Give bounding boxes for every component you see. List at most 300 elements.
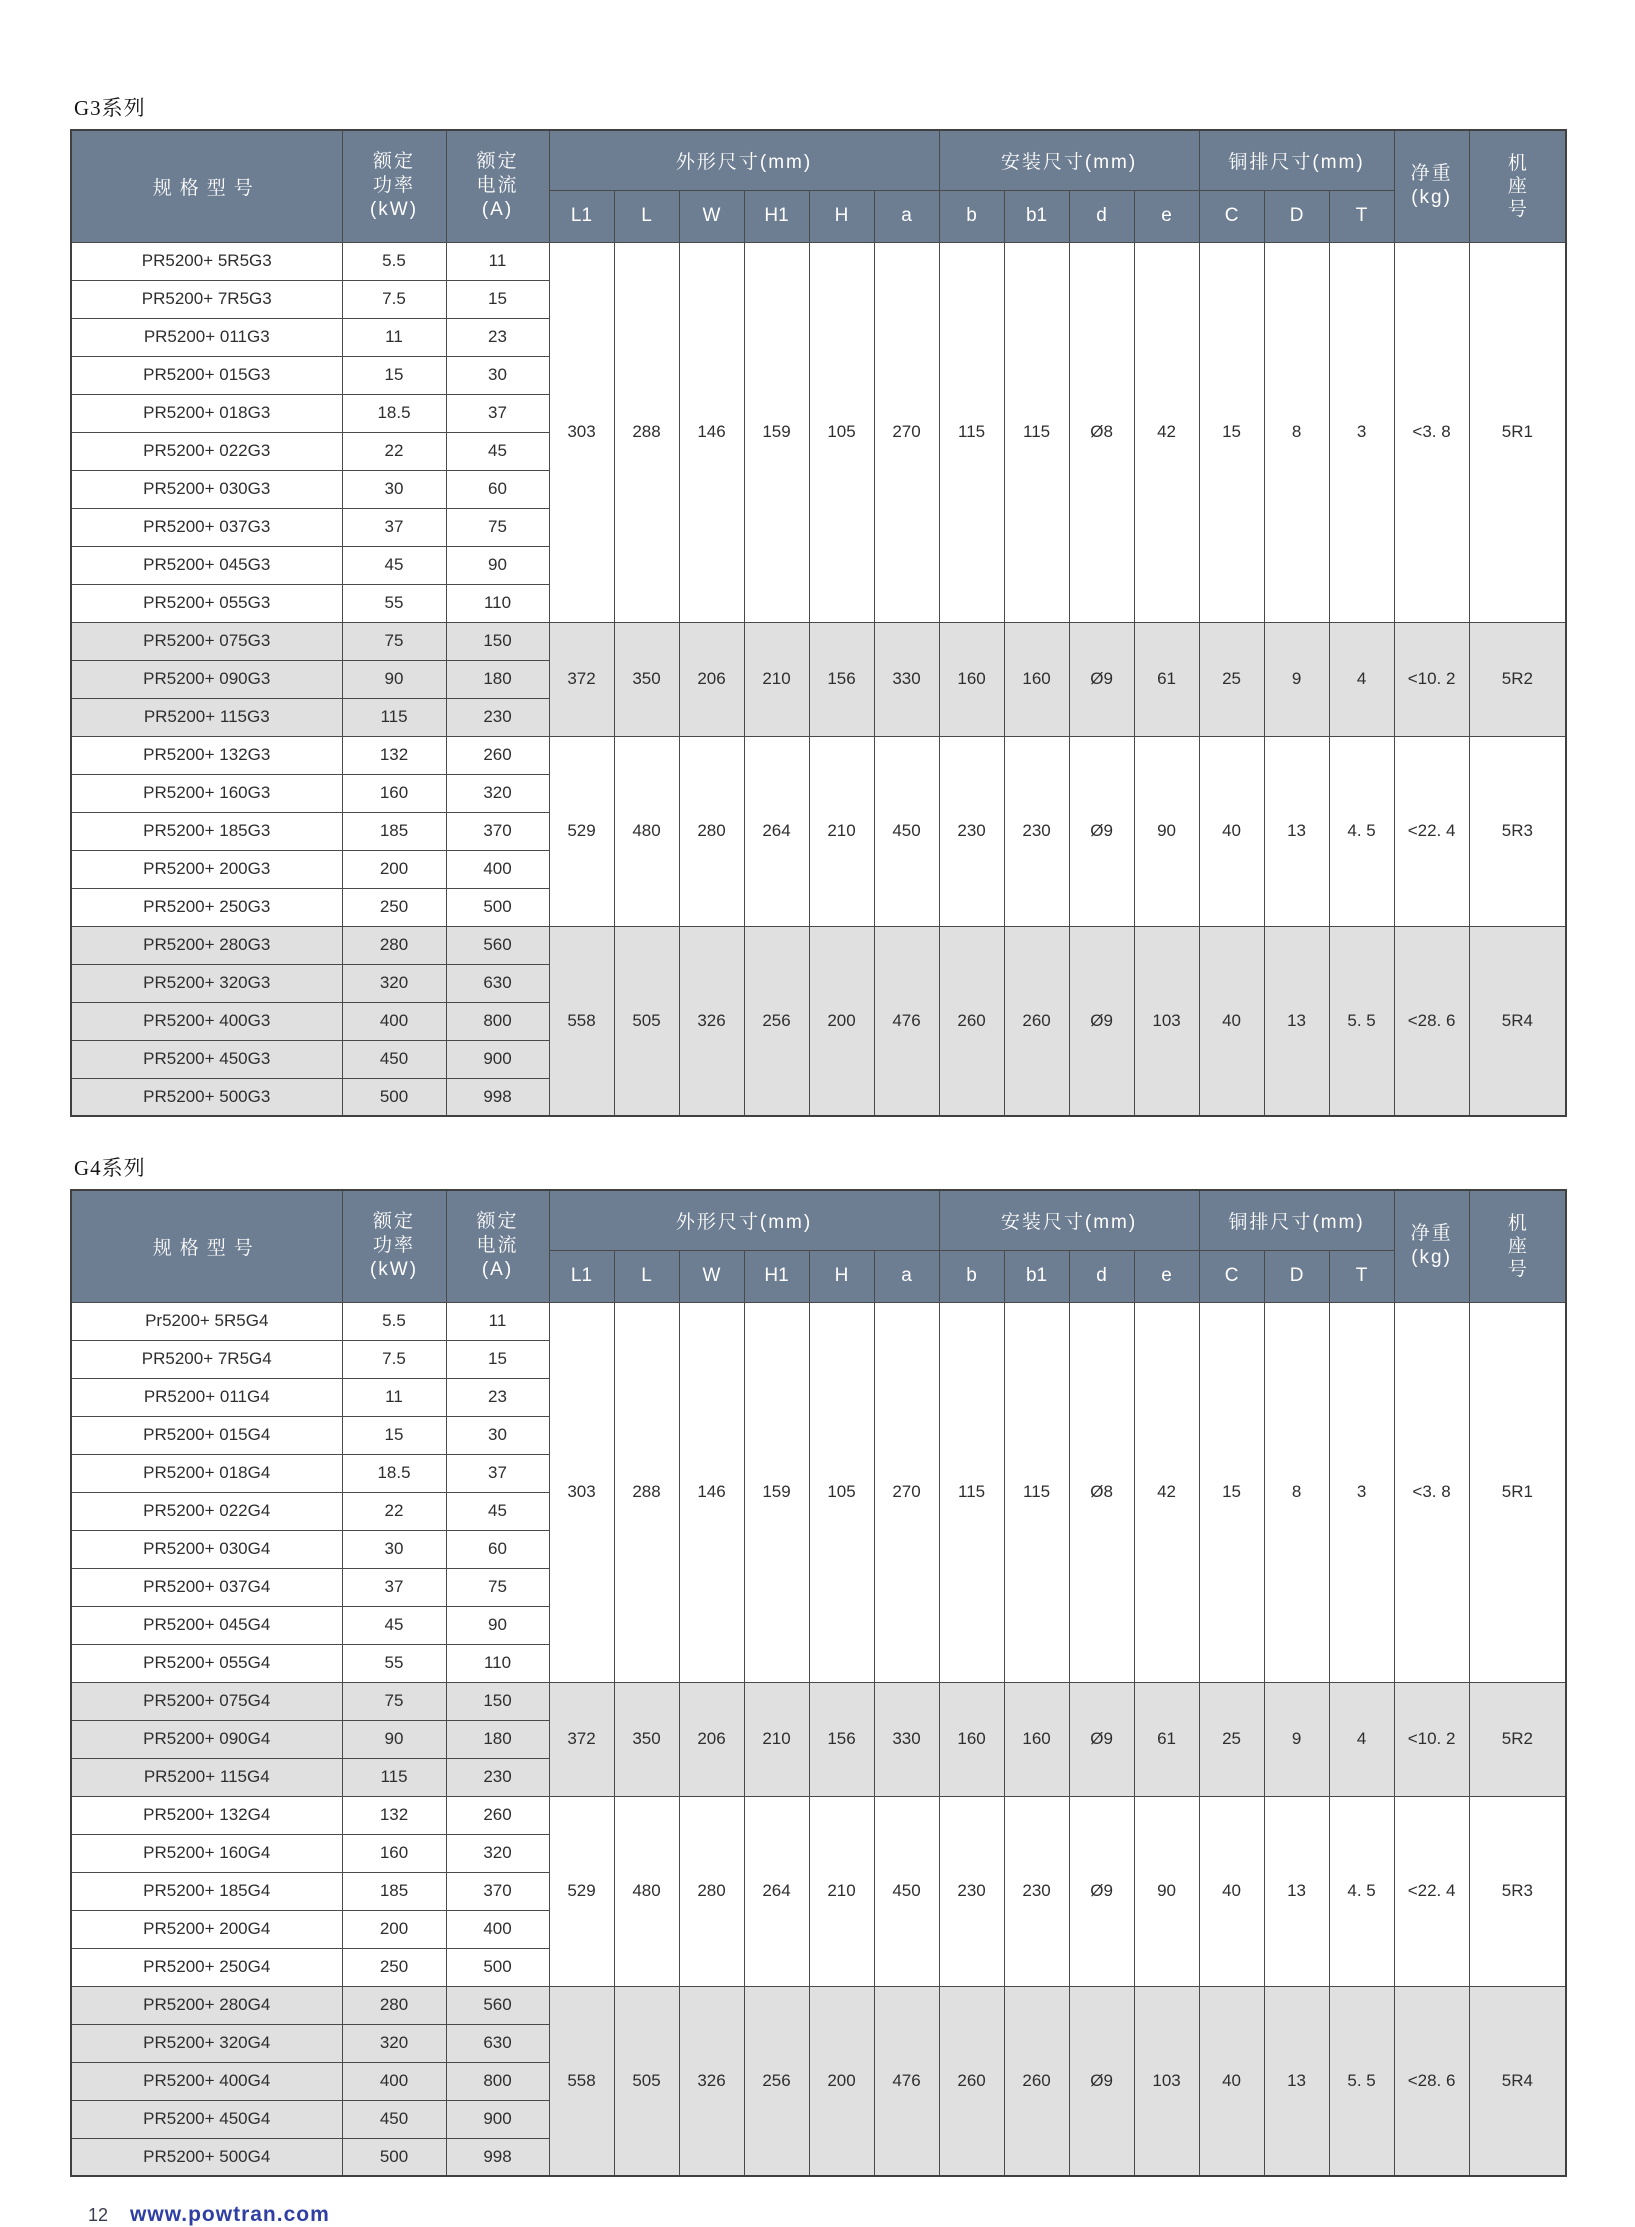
- sub-col-header-D: D: [1264, 1250, 1329, 1302]
- spec-value-cell: 260: [939, 1986, 1004, 2176]
- spec-value-cell: 103: [1134, 1986, 1199, 2176]
- frame-header-line: 机: [1507, 152, 1527, 174]
- section-g3: [70, 96, 1567, 1117]
- model-cell: PR5200+ 011G3: [71, 318, 342, 356]
- spec-value-cell: 9: [1264, 1682, 1329, 1796]
- spec-value-cell: 5R3: [1469, 1796, 1566, 1986]
- net-weight-header-line: (kg): [1411, 1247, 1452, 1269]
- model-cell: PR5200+ 055G4: [71, 1644, 342, 1682]
- model-cell: PR5200+ 030G4: [71, 1530, 342, 1568]
- spec-value-cell: 160: [1004, 622, 1069, 736]
- sub-col-header-b: b: [939, 1250, 1004, 1302]
- frame-header-line: 号: [1507, 1258, 1527, 1280]
- spec-value-cell: 5R4: [1469, 926, 1566, 1116]
- spec-value-cell: 505: [614, 1986, 679, 2176]
- model-cell: PR5200+ 037G4: [71, 1568, 342, 1606]
- spec-value-cell: 5R1: [1469, 1302, 1566, 1682]
- rated-power-header-line: 功率: [372, 175, 415, 197]
- spec-value-cell: <28. 6: [1394, 1986, 1469, 2176]
- spec-value-cell: 61: [1134, 1682, 1199, 1796]
- spec-value-cell: 15: [1199, 1302, 1264, 1682]
- rated-current-cell: 11: [446, 1302, 549, 1340]
- model-cell: PR5200+ 500G4: [71, 2138, 342, 2176]
- sub-col-header-H: H: [809, 190, 874, 242]
- rated-current-header: [446, 1190, 549, 1302]
- model-cell: PR5200+ 030G3: [71, 470, 342, 508]
- rated-power-cell: 11: [342, 1378, 446, 1416]
- rated-power-cell: 90: [342, 1720, 446, 1758]
- table-body: [71, 1302, 1566, 2176]
- sub-col-header-C: C: [1199, 190, 1264, 242]
- rated-power-header-line: 额定: [372, 151, 415, 173]
- rated-power-cell: 132: [342, 1796, 446, 1834]
- model-cell: PR5200+ 250G4: [71, 1948, 342, 1986]
- model-cell: PR5200+ 075G3: [71, 622, 342, 660]
- spec-value-cell: <22. 4: [1394, 1796, 1469, 1986]
- g3-spec-table: [70, 129, 1567, 1117]
- model-cell: PR5200+ 250G3: [71, 888, 342, 926]
- rated-current-cell: 23: [446, 318, 549, 356]
- rated-current-cell: 800: [446, 2062, 549, 2100]
- model-cell: PR5200+ 018G3: [71, 394, 342, 432]
- rated-current-cell: 370: [446, 812, 549, 850]
- rated-power-cell: 200: [342, 1910, 446, 1948]
- spec-value-cell: <3. 8: [1394, 1302, 1469, 1682]
- spec-value-cell: 9: [1264, 622, 1329, 736]
- rated-current-cell: 90: [446, 1606, 549, 1644]
- spec-value-cell: 260: [1004, 1986, 1069, 2176]
- spec-value-cell: 256: [744, 1986, 809, 2176]
- rated-power-cell: 15: [342, 1416, 446, 1454]
- model-cell: PR5200+ 185G4: [71, 1872, 342, 1910]
- spec-value-cell: Ø9: [1069, 1986, 1134, 2176]
- rated-power-cell: 280: [342, 926, 446, 964]
- spec-value-cell: 450: [874, 1796, 939, 1986]
- rated-power-cell: 320: [342, 2024, 446, 2062]
- model-cell: PR5200+ 090G4: [71, 1720, 342, 1758]
- rated-current-cell: 230: [446, 698, 549, 736]
- model-cell: PR5200+ 015G3: [71, 356, 342, 394]
- rated-power-cell: 7.5: [342, 280, 446, 318]
- spec-value-cell: 5R2: [1469, 622, 1566, 736]
- rated-power-cell: 5.5: [342, 1302, 446, 1340]
- busbar-group-header: 铜排尺寸(mm): [1199, 1190, 1394, 1250]
- spec-value-cell: 558: [549, 926, 614, 1116]
- rated-current-cell: 45: [446, 432, 549, 470]
- model-cell: PR5200+ 115G3: [71, 698, 342, 736]
- rated-power-cell: 280: [342, 1986, 446, 2024]
- spec-value-cell: Ø9: [1069, 1682, 1134, 1796]
- model-cell: PR5200+ 018G4: [71, 1454, 342, 1492]
- table-row: [71, 1682, 1566, 1720]
- spec-value-cell: 3: [1329, 242, 1394, 622]
- rated-current-cell: 500: [446, 888, 549, 926]
- spec-value-cell: 105: [809, 242, 874, 622]
- rated-current-cell: 560: [446, 926, 549, 964]
- mounting-group-header: 安装尺寸(mm): [939, 130, 1199, 190]
- model-cell: PR5200+ 075G4: [71, 1682, 342, 1720]
- spec-value-cell: <3. 8: [1394, 242, 1469, 622]
- section-g4: [70, 1156, 1567, 2177]
- spec-value-cell: 256: [744, 926, 809, 1116]
- spec-value-cell: 4. 5: [1329, 736, 1394, 926]
- page-number: 12: [88, 2205, 109, 2225]
- spec-value-cell: <10. 2: [1394, 1682, 1469, 1796]
- spec-value-cell: 326: [679, 1986, 744, 2176]
- spec-value-cell: 13: [1264, 926, 1329, 1116]
- frame-header-line: 机: [1507, 1212, 1527, 1234]
- spec-value-cell: 264: [744, 736, 809, 926]
- spec-value-cell: 230: [939, 736, 1004, 926]
- section-label-g4: G4系列: [74, 1156, 146, 1180]
- sub-col-header-H1: H1: [744, 1250, 809, 1302]
- spec-value-cell: 230: [939, 1796, 1004, 1986]
- rated-power-cell: 75: [342, 622, 446, 660]
- table-row: [71, 622, 1566, 660]
- spec-value-cell: 558: [549, 1986, 614, 2176]
- model-cell: PR5200+ 200G3: [71, 850, 342, 888]
- spec-value-cell: 13: [1264, 736, 1329, 926]
- model-cell: PR5200+ 200G4: [71, 1910, 342, 1948]
- spec-value-cell: 230: [1004, 1796, 1069, 1986]
- model-cell: PR5200+ 011G4: [71, 1378, 342, 1416]
- spec-value-cell: 5R1: [1469, 242, 1566, 622]
- spec-value-cell: 160: [939, 1682, 1004, 1796]
- model-cell: PR5200+ 055G3: [71, 584, 342, 622]
- sub-col-header-b: b: [939, 190, 1004, 242]
- spec-value-cell: Ø8: [1069, 1302, 1134, 1682]
- rated-current-cell: 180: [446, 660, 549, 698]
- spec-value-cell: 200: [809, 926, 874, 1116]
- rated-current-cell: 30: [446, 356, 549, 394]
- rated-current-cell: 630: [446, 964, 549, 1002]
- busbar-group-header: 铜排尺寸(mm): [1199, 130, 1394, 190]
- rated-power-header-line: 额定: [372, 1211, 415, 1233]
- sub-col-header-W: W: [679, 190, 744, 242]
- model-cell: PR5200+ 132G4: [71, 1796, 342, 1834]
- sub-col-header-b1: b1: [1004, 1250, 1069, 1302]
- spec-value-cell: 210: [744, 622, 809, 736]
- model-cell: PR5200+ 400G4: [71, 2062, 342, 2100]
- rated-power-cell: 400: [342, 2062, 446, 2100]
- spec-value-cell: 5. 5: [1329, 926, 1394, 1116]
- rated-current-cell: 320: [446, 774, 549, 812]
- page-footer: [88, 2203, 330, 2227]
- spec-value-cell: 146: [679, 242, 744, 622]
- model-cell: PR5200+ 7R5G3: [71, 280, 342, 318]
- rated-current-cell: 45: [446, 1492, 549, 1530]
- spec-value-cell: 350: [614, 622, 679, 736]
- table-row: [71, 736, 1566, 774]
- sub-col-header-e: e: [1134, 1250, 1199, 1302]
- spec-value-cell: 146: [679, 1302, 744, 1682]
- rated-power-cell: 185: [342, 1872, 446, 1910]
- spec-value-cell: 4. 5: [1329, 1796, 1394, 1986]
- rated-power-cell: 55: [342, 584, 446, 622]
- spec-value-cell: 260: [1004, 926, 1069, 1116]
- spec-value-cell: 200: [809, 1986, 874, 2176]
- sub-col-header-T: T: [1329, 1250, 1394, 1302]
- rated-current-cell: 110: [446, 1644, 549, 1682]
- spec-value-cell: 476: [874, 1986, 939, 2176]
- spec-value-cell: Ø9: [1069, 926, 1134, 1116]
- spec-value-cell: 480: [614, 736, 679, 926]
- net-weight-header-line: (kg): [1411, 187, 1452, 209]
- spec-value-cell: 280: [679, 1796, 744, 1986]
- spec-value-cell: 303: [549, 1302, 614, 1682]
- spec-value-cell: 476: [874, 926, 939, 1116]
- spec-value-cell: 3: [1329, 1302, 1394, 1682]
- rated-current-cell: 400: [446, 850, 549, 888]
- rated-current-cell: 75: [446, 1568, 549, 1606]
- rated-power-header-line: 功率: [372, 1235, 415, 1257]
- spec-value-cell: 372: [549, 622, 614, 736]
- rated-current-cell: 180: [446, 1720, 549, 1758]
- sub-col-header-a: a: [874, 1250, 939, 1302]
- spec-value-cell: 210: [809, 736, 874, 926]
- rated-power-cell: 500: [342, 2138, 446, 2176]
- spec-value-cell: 15: [1199, 242, 1264, 622]
- rated-power-cell: 250: [342, 1948, 446, 1986]
- sub-col-header-d: d: [1069, 190, 1134, 242]
- spec-value-cell: 156: [809, 1682, 874, 1796]
- spec-value-cell: 42: [1134, 242, 1199, 622]
- table-header: [71, 130, 1566, 242]
- table-header: [71, 1190, 1566, 1302]
- model-cell: PR5200+ 280G3: [71, 926, 342, 964]
- frame-header-line: 座: [1507, 1235, 1527, 1257]
- spec-value-cell: 288: [614, 242, 679, 622]
- rated-power-cell: 200: [342, 850, 446, 888]
- rated-current-cell: 260: [446, 736, 549, 774]
- dimensions-group-header: 外形尺寸(mm): [549, 1190, 939, 1250]
- spec-value-cell: 156: [809, 622, 874, 736]
- rated-current-cell: 60: [446, 470, 549, 508]
- spec-value-cell: Ø9: [1069, 736, 1134, 926]
- table-row: [71, 242, 1566, 280]
- spec-value-cell: 115: [939, 242, 1004, 622]
- spec-value-cell: 159: [744, 1302, 809, 1682]
- rated-power-cell: 115: [342, 1758, 446, 1796]
- rated-current-cell: 60: [446, 1530, 549, 1568]
- spec-value-cell: <10. 2: [1394, 622, 1469, 736]
- sub-col-header-L: L: [614, 1250, 679, 1302]
- spec-value-cell: 206: [679, 622, 744, 736]
- spec-value-cell: 330: [874, 1682, 939, 1796]
- rated-current-cell: 900: [446, 2100, 549, 2138]
- sub-col-header-D: D: [1264, 190, 1329, 242]
- rated-power-cell: 11: [342, 318, 446, 356]
- rated-power-cell: 90: [342, 660, 446, 698]
- rated-current-cell: 150: [446, 1682, 549, 1720]
- spec-value-cell: 5R3: [1469, 736, 1566, 926]
- rated-power-cell: 22: [342, 1492, 446, 1530]
- spec-value-cell: 40: [1199, 1796, 1264, 1986]
- model-cell: PR5200+ 7R5G4: [71, 1340, 342, 1378]
- spec-value-cell: 529: [549, 736, 614, 926]
- rated-power-cell: 5.5: [342, 242, 446, 280]
- rated-power-cell: 250: [342, 888, 446, 926]
- spec-value-cell: 260: [939, 926, 1004, 1116]
- sub-col-header-W: W: [679, 1250, 744, 1302]
- spec-value-cell: 159: [744, 242, 809, 622]
- frame-header-line: 座: [1507, 175, 1527, 197]
- rated-current-cell: 630: [446, 2024, 549, 2062]
- spec-value-cell: 303: [549, 242, 614, 622]
- spec-value-cell: <28. 6: [1394, 926, 1469, 1116]
- rated-current-header-line: 额定: [476, 1211, 519, 1233]
- rated-power-cell: 45: [342, 1606, 446, 1644]
- model-header: 规格型号: [71, 1190, 342, 1302]
- spec-value-cell: 529: [549, 1796, 614, 1986]
- rated-current-cell: 230: [446, 1758, 549, 1796]
- frame-header: [1469, 130, 1566, 242]
- spec-value-cell: 264: [744, 1796, 809, 1986]
- rated-current-cell: 320: [446, 1834, 549, 1872]
- rated-current-cell: 998: [446, 2138, 549, 2176]
- rated-current-cell: 400: [446, 1910, 549, 1948]
- sub-col-header-a: a: [874, 190, 939, 242]
- spec-value-cell: 160: [1004, 1682, 1069, 1796]
- rated-power-cell: 160: [342, 1834, 446, 1872]
- rated-power-cell: 15: [342, 356, 446, 394]
- spec-value-cell: 210: [744, 1682, 809, 1796]
- model-cell: PR5200+ 090G3: [71, 660, 342, 698]
- spec-value-cell: 42: [1134, 1302, 1199, 1682]
- model-cell: PR5200+ 280G4: [71, 1986, 342, 2024]
- mounting-group-header: 安装尺寸(mm): [939, 1190, 1199, 1250]
- rated-power-cell: 500: [342, 1078, 446, 1116]
- rated-power-cell: 55: [342, 1644, 446, 1682]
- rated-power-cell: 320: [342, 964, 446, 1002]
- spec-value-cell: Ø9: [1069, 622, 1134, 736]
- spec-value-cell: 505: [614, 926, 679, 1116]
- rated-current-header-line: (A): [481, 1259, 514, 1281]
- spec-value-cell: 90: [1134, 736, 1199, 926]
- rated-power-cell: 30: [342, 470, 446, 508]
- sub-col-header-L: L: [614, 190, 679, 242]
- rated-power-cell: 18.5: [342, 1454, 446, 1492]
- model-cell: PR5200+ 450G3: [71, 1040, 342, 1078]
- rated-current-cell: 15: [446, 280, 549, 318]
- section-label-g3: G3系列: [74, 96, 146, 120]
- spec-value-cell: 105: [809, 1302, 874, 1682]
- spec-value-cell: 480: [614, 1796, 679, 1986]
- table-row: [71, 1302, 1566, 1340]
- model-cell: PR5200+ 022G3: [71, 432, 342, 470]
- rated-current-header-line: 电流: [476, 175, 519, 197]
- spec-value-cell: 40: [1199, 736, 1264, 926]
- spec-value-cell: 8: [1264, 242, 1329, 622]
- rated-current-header-line: (A): [481, 199, 514, 221]
- spec-value-cell: <22. 4: [1394, 736, 1469, 926]
- rated-power-cell: 115: [342, 698, 446, 736]
- rated-current-cell: 900: [446, 1040, 549, 1078]
- spec-value-cell: 230: [1004, 736, 1069, 926]
- rated-current-cell: 110: [446, 584, 549, 622]
- rated-current-cell: 370: [446, 1872, 549, 1910]
- rated-power-cell: 450: [342, 1040, 446, 1078]
- model-cell: PR5200+ 160G3: [71, 774, 342, 812]
- spec-value-cell: 372: [549, 1682, 614, 1796]
- spec-value-cell: 103: [1134, 926, 1199, 1116]
- footer-url: www.powtran.com: [130, 2203, 330, 2226]
- model-cell: PR5200+ 132G3: [71, 736, 342, 774]
- spec-value-cell: 13: [1264, 1986, 1329, 2176]
- rated-power-cell: 30: [342, 1530, 446, 1568]
- table-row: [71, 926, 1566, 964]
- spec-value-cell: 4: [1329, 1682, 1394, 1796]
- sub-col-header-L1: L1: [549, 190, 614, 242]
- spec-value-cell: 40: [1199, 926, 1264, 1116]
- sub-col-header-d: d: [1069, 1250, 1134, 1302]
- net-weight-header: [1394, 1190, 1469, 1302]
- model-header: 规格型号: [71, 130, 342, 242]
- rated-power-cell: 45: [342, 546, 446, 584]
- sub-col-header-H1: H1: [744, 190, 809, 242]
- spec-value-cell: 25: [1199, 622, 1264, 736]
- table-row: [71, 1796, 1566, 1834]
- model-cell: PR5200+ 320G3: [71, 964, 342, 1002]
- table-body: [71, 242, 1566, 1116]
- rated-current-cell: 150: [446, 622, 549, 660]
- rated-power-header: [342, 130, 446, 242]
- rated-current-cell: 75: [446, 508, 549, 546]
- rated-current-cell: 260: [446, 1796, 549, 1834]
- rated-power-cell: 400: [342, 1002, 446, 1040]
- rated-current-cell: 30: [446, 1416, 549, 1454]
- rated-power-cell: 18.5: [342, 394, 446, 432]
- model-cell: PR5200+ 5R5G3: [71, 242, 342, 280]
- rated-current-cell: 90: [446, 546, 549, 584]
- spec-value-cell: 5. 5: [1329, 1986, 1394, 2176]
- spec-value-cell: 61: [1134, 622, 1199, 736]
- spec-value-cell: 206: [679, 1682, 744, 1796]
- model-cell: PR5200+ 115G4: [71, 1758, 342, 1796]
- net-weight-header-line: 净重: [1410, 163, 1453, 185]
- model-cell: Pr5200+ 5R5G4: [71, 1302, 342, 1340]
- rated-current-header: [446, 130, 549, 242]
- spec-value-cell: 115: [939, 1302, 1004, 1682]
- sub-col-header-H: H: [809, 1250, 874, 1302]
- rated-power-cell: 185: [342, 812, 446, 850]
- header-row-groups: [71, 130, 1566, 190]
- rated-power-header: [342, 1190, 446, 1302]
- spec-value-cell: Ø8: [1069, 242, 1134, 622]
- spec-value-cell: 210: [809, 1796, 874, 1986]
- spec-value-cell: 5R4: [1469, 1986, 1566, 2176]
- model-cell: PR5200+ 037G3: [71, 508, 342, 546]
- rated-power-header-line: (kW): [369, 199, 419, 221]
- spec-value-cell: 270: [874, 1302, 939, 1682]
- rated-current-cell: 11: [446, 242, 549, 280]
- header-row-groups: [71, 1190, 1566, 1250]
- rated-current-cell: 37: [446, 394, 549, 432]
- spec-value-cell: 40: [1199, 1986, 1264, 2176]
- rated-power-header-line: (kW): [369, 1259, 419, 1281]
- spec-value-cell: 326: [679, 926, 744, 1116]
- model-cell: PR5200+ 015G4: [71, 1416, 342, 1454]
- g4-spec-table: [70, 1189, 1567, 2177]
- sub-col-header-b1: b1: [1004, 190, 1069, 242]
- rated-current-cell: 37: [446, 1454, 549, 1492]
- rated-power-cell: 132: [342, 736, 446, 774]
- rated-current-cell: 998: [446, 1078, 549, 1116]
- model-cell: PR5200+ 500G3: [71, 1078, 342, 1116]
- spec-value-cell: 160: [939, 622, 1004, 736]
- net-weight-header: [1394, 130, 1469, 242]
- model-cell: PR5200+ 185G3: [71, 812, 342, 850]
